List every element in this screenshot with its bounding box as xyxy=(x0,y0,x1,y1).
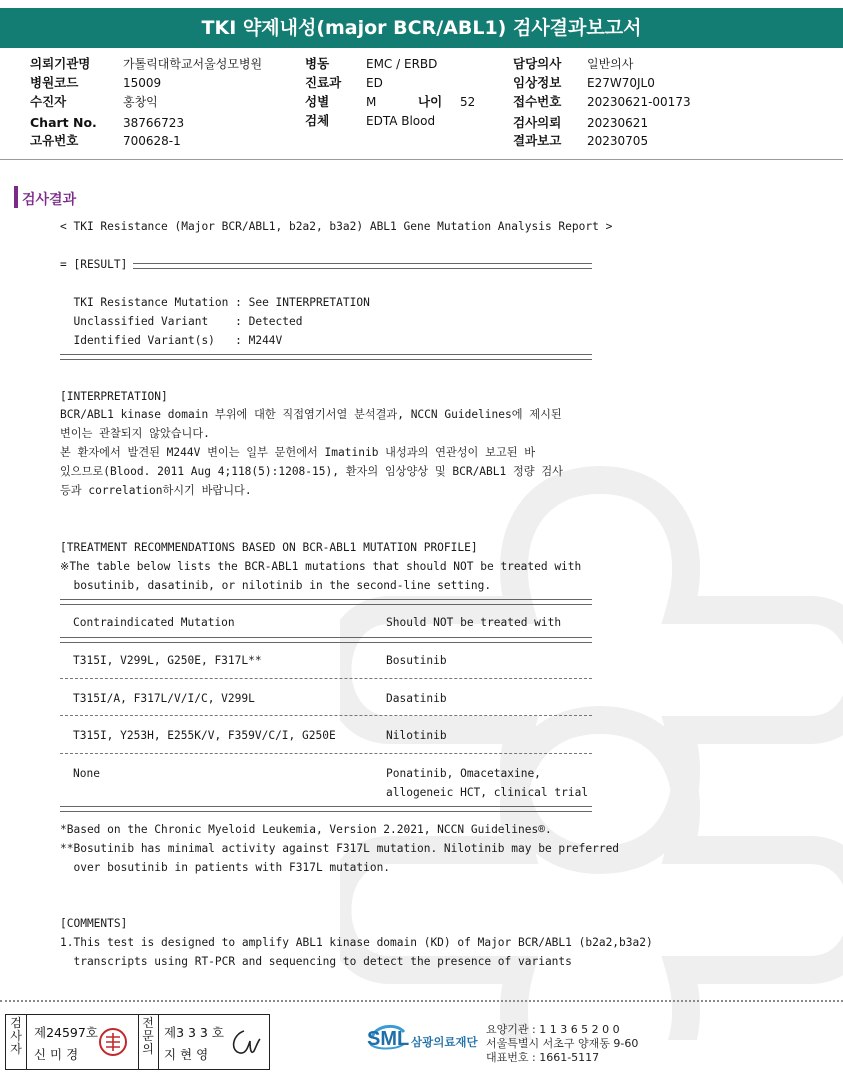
chart-no-value: 38766723 xyxy=(123,116,185,130)
department-label: 진료과 xyxy=(305,75,342,90)
specialist-name: 지 현 영 xyxy=(164,1047,209,1062)
org-name: 삼광의료재단 xyxy=(411,1035,478,1049)
org-phone: 대표번호 : 1661-5117 xyxy=(486,1051,600,1064)
table-top-rule xyxy=(60,599,592,605)
logo-text: SML xyxy=(367,1028,410,1050)
clinical-info-value: E27W70JL0 xyxy=(587,76,655,90)
ward-label: 병동 xyxy=(305,56,330,71)
accession-label: 접수번호 xyxy=(513,94,562,109)
report-title: TKI 약제내성(major BCR/ABL1) 검사결과보고서 xyxy=(0,8,843,48)
patient-value: 홍창익 xyxy=(123,95,158,109)
org-address: 서울특별시 서초구 양재동 9-60 xyxy=(486,1037,639,1050)
org-code: 요양기관 : 1 1 3 6 5 2 0 0 xyxy=(486,1023,620,1036)
signature-icon xyxy=(226,1025,266,1061)
specimen-value: EDTA Blood xyxy=(366,114,436,128)
specimen-label: 검체 xyxy=(305,113,330,128)
interpretation-line-5: 등과 correlation하시기 바랍니다. xyxy=(60,484,252,497)
row-2-mutation: T315I/A, F317L/V/I/C, V299L xyxy=(73,692,255,705)
report-heading: < TKI Resistance (Major BCR/ABL1, b2a2, b3a2) ABL1 Gene Mutation Analysis Report > xyxy=(60,220,613,233)
treatment-note-2: bosutinib, dasatinib, or nilotinib in the second-line setting. xyxy=(60,579,492,592)
treatment-header: [TREATMENT RECOMMENDATIONS BASED ON BCR-ABL1 MUTATION PROFILE] xyxy=(60,541,478,554)
requester-value: 가톨릭대학교서울성모병원 xyxy=(123,57,263,71)
age-label: 나이 xyxy=(418,94,443,109)
section-title: 검사결과 xyxy=(22,192,77,208)
request-date-value: 20230621 xyxy=(587,116,649,130)
row-1-mutation: T315I, V299L, G250E, F317L** xyxy=(73,654,262,667)
hospital-code-label: 병원코드 xyxy=(30,75,79,90)
footnote-2: **Bosutinib has minimal activity against F317L mutation. Nilotinib may be preferred xyxy=(60,842,620,855)
footnote-1: *Based on the Chronic Myeloid Leukemia, Version 2.2021, NCCN Guidelines®. xyxy=(60,823,552,836)
row-separator-1 xyxy=(60,678,592,679)
interpretation-header: [INTERPRETATION] xyxy=(60,390,168,403)
chart-no-label: Chart No. xyxy=(30,115,97,130)
row-3-drug: Nilotinib xyxy=(386,729,447,742)
unique-no-label: 고유번호 xyxy=(30,133,79,148)
unique-no-value: 700628-1 xyxy=(123,134,181,148)
result-header-rule xyxy=(133,263,592,269)
table-bottom-rule xyxy=(60,806,592,812)
sex-value: M xyxy=(366,95,377,109)
seal-stamp-icon xyxy=(98,1027,128,1057)
clinical-info-label: 임상정보 xyxy=(513,75,562,90)
sig-divider-1 xyxy=(26,1015,27,1069)
sig-divider-3 xyxy=(158,1015,159,1069)
comments-header: [COMMENTS] xyxy=(60,917,128,930)
interpretation-line-1: BCR/ABL1 kinase domain 부위에 대한 직접염기서열 분석결과, NCCN Guidelines에 제시된 xyxy=(60,408,562,421)
comment-line-1: 1.This test is designed to amplify ABL1 kinase domain (KD) of Major BCR/ABL1 (b2a2,b3a2) xyxy=(60,936,653,949)
report-date-label: 결과보고 xyxy=(513,133,562,148)
specialist-license: 제3 3 3 호 xyxy=(164,1025,224,1040)
specialist-label: 전문의 xyxy=(142,1016,154,1056)
sex-label: 성별 xyxy=(305,94,330,109)
age-value: 52 xyxy=(460,95,476,109)
row-separator-3 xyxy=(60,753,592,754)
result-end-rule xyxy=(60,354,592,360)
interpretation-line-2: 변이는 관찰되지 않았습니다. xyxy=(60,427,210,440)
result-line-1: TKI Resistance Mutation : See INTERPRETATION xyxy=(60,296,370,309)
top-band xyxy=(0,0,843,8)
signature-box xyxy=(5,1014,270,1070)
hospital-code-value: 15009 xyxy=(123,76,162,90)
row-4-drug-cont: allogeneic HCT, clinical trial xyxy=(386,786,589,799)
request-date-label: 검사의뢰 xyxy=(513,115,562,130)
interpretation-line-3: 본 환자에서 발견된 M244V 변이는 일부 문헌에서 Imatinib 내성과의 연관성이 보고된 바 xyxy=(60,446,536,459)
ward-value: EMC / ERBD xyxy=(366,57,438,71)
section-marker xyxy=(14,186,18,208)
report-date-value: 20230705 xyxy=(587,134,649,148)
treatment-note-1: ※The table below lists the BCR-ABL1 mutations that should NOT be treated with xyxy=(60,560,582,573)
row-4-mutation: None xyxy=(73,767,100,780)
doctor-value: 일반의사 xyxy=(587,57,634,71)
header-separator xyxy=(0,159,843,160)
row-1-drug: Bosutinib xyxy=(386,654,447,667)
result-header: = [RESULT] xyxy=(60,258,135,271)
footnote-3: over bosutinib in patients with F317L mutation. xyxy=(60,861,391,874)
table-header-rule xyxy=(60,637,592,643)
sig-divider-2 xyxy=(138,1015,139,1069)
result-line-3: Identified Variant(s) : M244V xyxy=(60,334,283,347)
comment-line-2: transcripts using RT-PCR and sequencing to detect the presence of variants xyxy=(60,955,572,968)
tester-license: 제24597호 xyxy=(34,1025,98,1040)
table-header-mutation: Contraindicated Mutation xyxy=(73,616,235,629)
row-2-drug: Dasatinib xyxy=(386,692,447,705)
row-3-mutation: T315I, Y253H, E255K/V, F359V/C/I, G250E xyxy=(73,729,336,742)
table-header-drug: Should NOT be treated with xyxy=(386,616,562,629)
result-line-2: Unclassified Variant : Detected xyxy=(60,315,303,328)
tester-name: 신 미 경 xyxy=(34,1047,79,1062)
requester-label: 의뢰기관명 xyxy=(30,56,91,71)
footer-divider xyxy=(0,1000,843,1002)
row-4-drug: Ponatinib, Omacetaxine, xyxy=(386,767,541,780)
patient-label: 수진자 xyxy=(30,94,67,109)
tester-label: 검사자 xyxy=(10,1016,22,1056)
doctor-label: 담당의사 xyxy=(513,56,562,71)
interpretation-line-4: 있으므로(Blood. 2011 Aug 4;118(5):1208-15), 환자의 임상양상 및 BCR/ABL1 정량 검사 xyxy=(60,465,563,478)
department-value: ED xyxy=(366,76,383,90)
accession-value: 20230621-00173 xyxy=(587,95,691,109)
row-separator-2 xyxy=(60,715,592,716)
